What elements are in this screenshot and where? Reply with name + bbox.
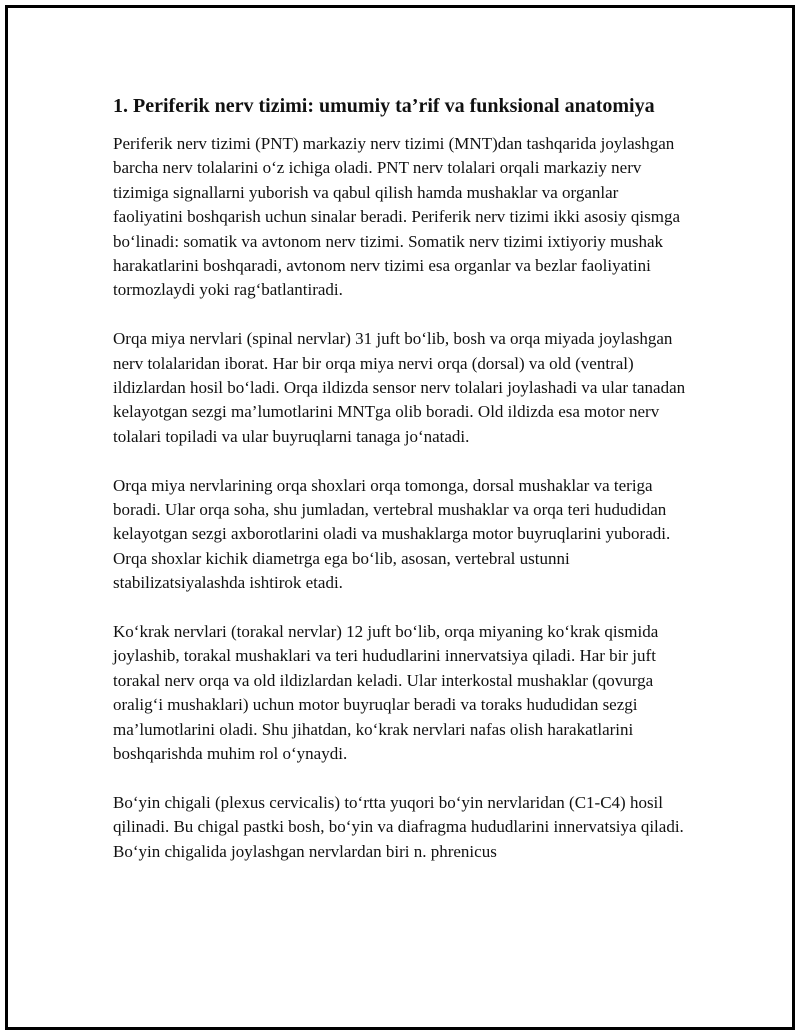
paragraph-spinal-nerves: Orqa miya nervlari (spinal nervlar) 31 juft bo‘lib, bosh va orqa miyada joylashgan nerv tolalaridan iborat. Har bir orqa miya nervi orqa (dorsal) va old (ventral) ildizlardan hosil bo‘ladi. Orqa ildizda sensor nerv tolalari joylashadi va ular tanadan kelayotgan sezgi ma’lumotlarini MNTga olib boradi. Old ildizda esa motor nerv tolalari topiladi va ular buyruqlarni tanaga jo‘natadi. — [113, 329, 686, 446]
section-heading: 1. Periferik nerv tizimi: umumiy ta’rif va funksional anatomiya — [113, 95, 655, 117]
document-body — [113, 93, 688, 889]
paragraph-dorsal-rami: Orqa miya nervlarining orqa shoxlari orqa tomonga, dorsal mushaklar va teriga boradi. Ular orqa soha, shu jumladan, vertebral mushaklar va orqa teri hududidan kelayotgan sezgi axborotlarini oladi va mushaklarga motor buyruqlarini yuboradi. Orqa shoxlar kichik diametrga ega bo‘lib, asosan, vertebral ustunni stabilizatsiyalashda ishtirok etadi. — [113, 475, 671, 593]
paragraph-pnt-overview: Periferik nerv tizimi (PNT) markaziy nerv tizimi (MNT)dan tashqarida joylashgan barcha nerv tolalarini o‘z ichiga oladi. PNT nerv tolalari orqali markaziy nerv tizimiga signallarni yuborish va qabul qilish hamda mushaklar va organlar faoliyatini boshqarish uchun sinalar beradi. Periferik nerv tizimi ikki asosiy qismga bo‘linadi: somatik va avtonom nerv tizimi. Somatik nerv tizimi ixtiyoriy mushak harakatlarini boshqaradi, avtonom nerv tizimi esa organlar va bezlar faoliyatini tormozlaydi yoki rag‘batlantiradi. — [113, 134, 681, 300]
paragraph-cervical-plexus: Bo‘yin chigali (plexus cervicalis) to‘rtta yuqori bo‘yin nervlaridan (C1-C4) hosil qilinadi. Bu chigal pastki bosh, bo‘yin va diafragma hududlarini innervatsiya qiladi. Bo‘yin chigalida joylashgan nervlardan biri n. phrenicus — [113, 792, 684, 861]
paragraph-thoracic-nerves: Ko‘krak nervlari (torakal nervlar) 12 juft bo‘lib, orqa miyaning ko‘krak qismida joylashib, torakal mushaklari va teri hududlarini innervatsiya qiladi. Har bir juft torakal nerv orqa va old ildizlardan keladi. Ular interkostal mushaklar (qovurga oralig‘i mushaklari) uchun motor buyruqlar beradi va toraks hududidan sezgi ma’lumotlarini oladi. Shu jihatdan, ko‘krak nervlari nafas olish harakatlarini boshqarishda muhim rol o‘ynaydi. — [113, 622, 659, 764]
